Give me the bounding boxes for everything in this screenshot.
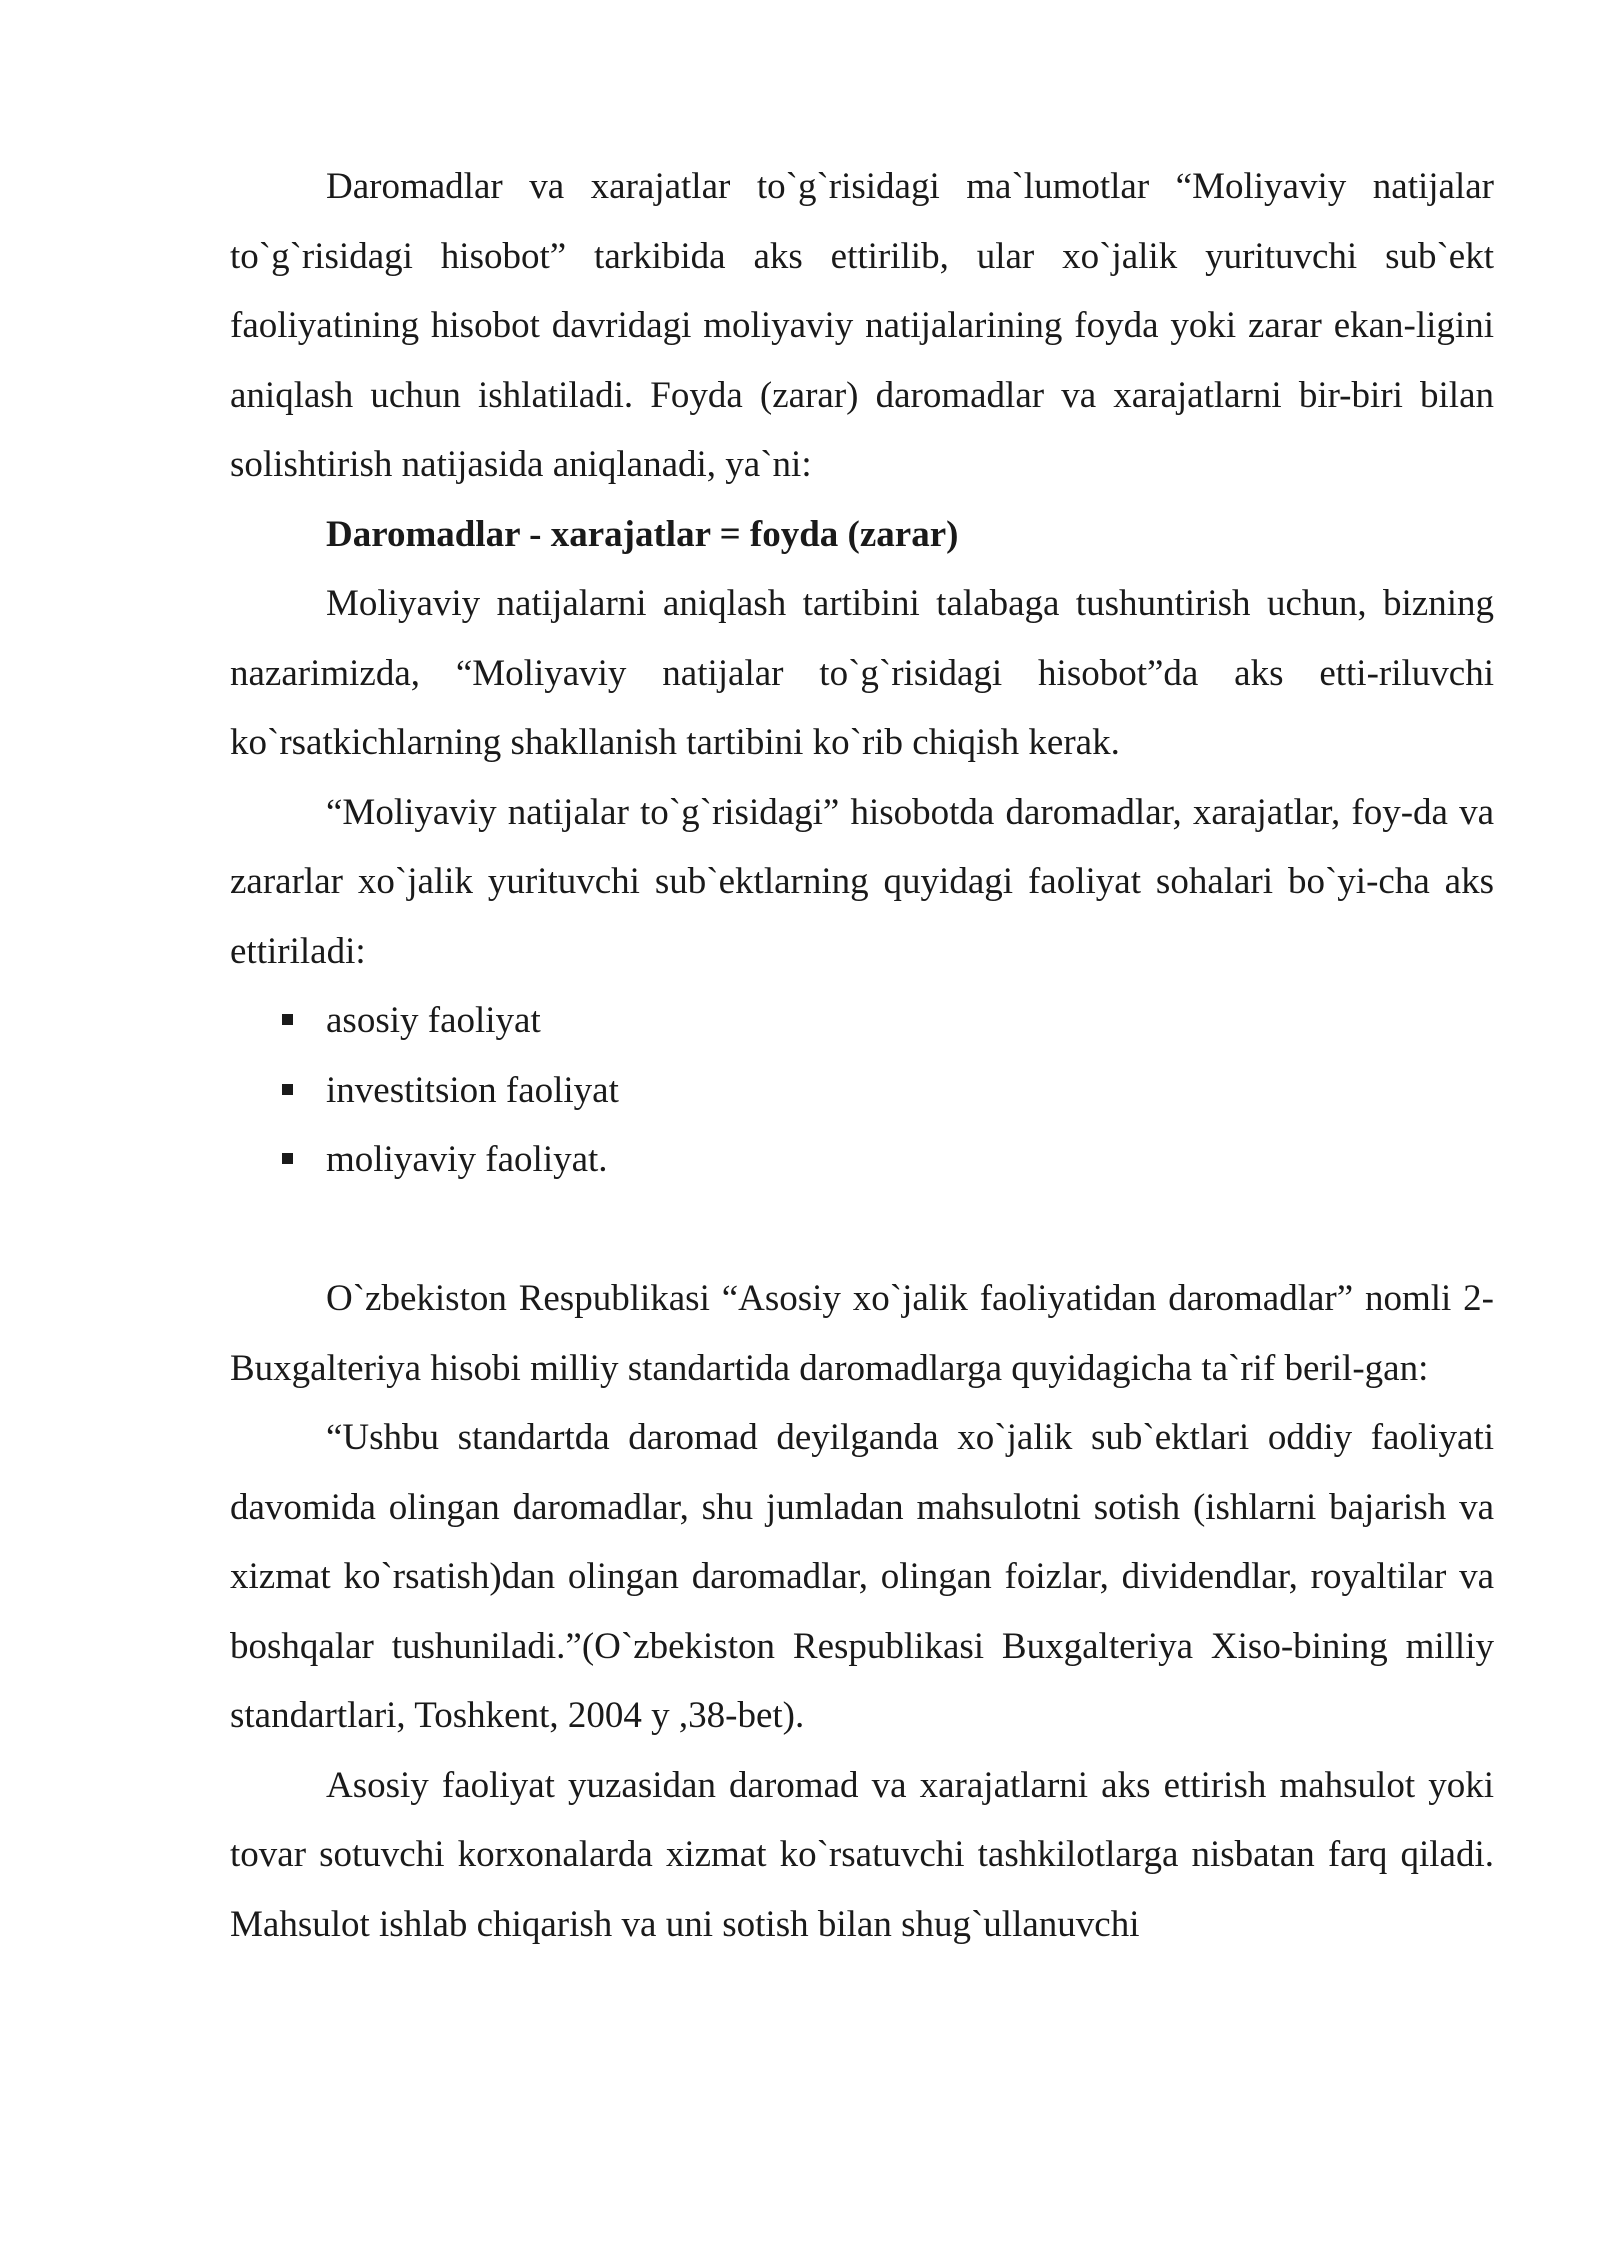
paragraph-main-activity: Asosiy faoliyat yuzasidan daromad va xarajatlarni aks ettirish mahsulot yoki tovar sotuvchi korxonalarda xizmat ko`rsatuvchi tashkilotlarga nisbatan farq qiladi. Mahsulot ishlab chiqarish va uni sotish bilan shug`ullanuvchi — [230, 1764, 1494, 1945]
square-bullet-icon — [282, 1014, 293, 1025]
paragraph-income-expense-info: Daromadlar va xarajatlar to`g`risidagi ma`lumotlar “Moliyaviy natijalar to`g`risidagi hisobot” tarkibida aks ettirilib, ular xo`jalik yurituvchi sub`ekt faoliyatining hisobot davridagi moliyaviy natijalarining foyda yoki zarar ekan-ligini aniqlash uchun ishlatiladi. Foyda (zarar) daromadlar va xarajatlarni bir-biri bilan solishtirish natijasida aniqlanadi, ya`ni: — [230, 166, 1494, 485]
activity-list — [230, 986, 1494, 1195]
list-item — [230, 1125, 1494, 1195]
list-item — [230, 1056, 1494, 1126]
square-bullet-icon — [282, 1084, 293, 1095]
paragraph-standard-quote: “Ushbu standartda daromad deyilganda xo`jalik sub`ektlari oddiy faoliyati davomida olingan daromadlar, shu jumladan mahsulotni sotish (ishlarni bajarish va xizmat ko`rsatish)dan olingan daromadlar, olingan foizlar, dividendlar, royaltilar va boshqalar tushuniladi.”(O`zbekiston Respublikasi Buxgalteriya Xiso-bining milliy standartlari, Toshkent, 2004 y ,38-bet). — [230, 1417, 1494, 1736]
paragraph-determination-order: Moliyaviy natijalarni aniqlash tartibini talabaga tushuntirish uchun, bizning nazarimizda, “Moliyaviy natijalar to`g`risidagi hisobot”da aks etti-riluvchi ko`rsatkichlarning shakllanish tartibini ko`rib chiqish kerak. — [230, 583, 1494, 763]
paragraph-standard-definition: O`zbekiston Respublikasi “Asosiy xo`jalik faoliyatidan daromadlar” nomli 2-Buxgalteriya hisobi milliy standartida daromadlarga quyidagicha ta`rif beril-gan: — [230, 1278, 1494, 1389]
list-item-label: moliyaviy faoliyat. — [326, 1139, 608, 1180]
paragraph-spacer — [230, 1195, 1494, 1265]
profit-formula: Daromadlar - xarajatlar = foyda (zarar) — [326, 513, 959, 555]
list-item-label: investitsion faoliyat — [326, 1069, 619, 1111]
list-item-label: asosiy faoliyat — [326, 1000, 541, 1041]
square-bullet-icon — [282, 1153, 293, 1164]
document-page — [230, 152, 1494, 1959]
paragraph-activity-areas: “Moliyaviy natijalar to`g`risidagi” hisobotda daromadlar, xarajatlar, foy-da va zararlar xo`jalik yurituvchi sub`ektlarning quyidagi faoliyat sohalari bo`yi-cha aks ettiriladi: — [230, 791, 1494, 972]
list-item — [230, 986, 1494, 1056]
